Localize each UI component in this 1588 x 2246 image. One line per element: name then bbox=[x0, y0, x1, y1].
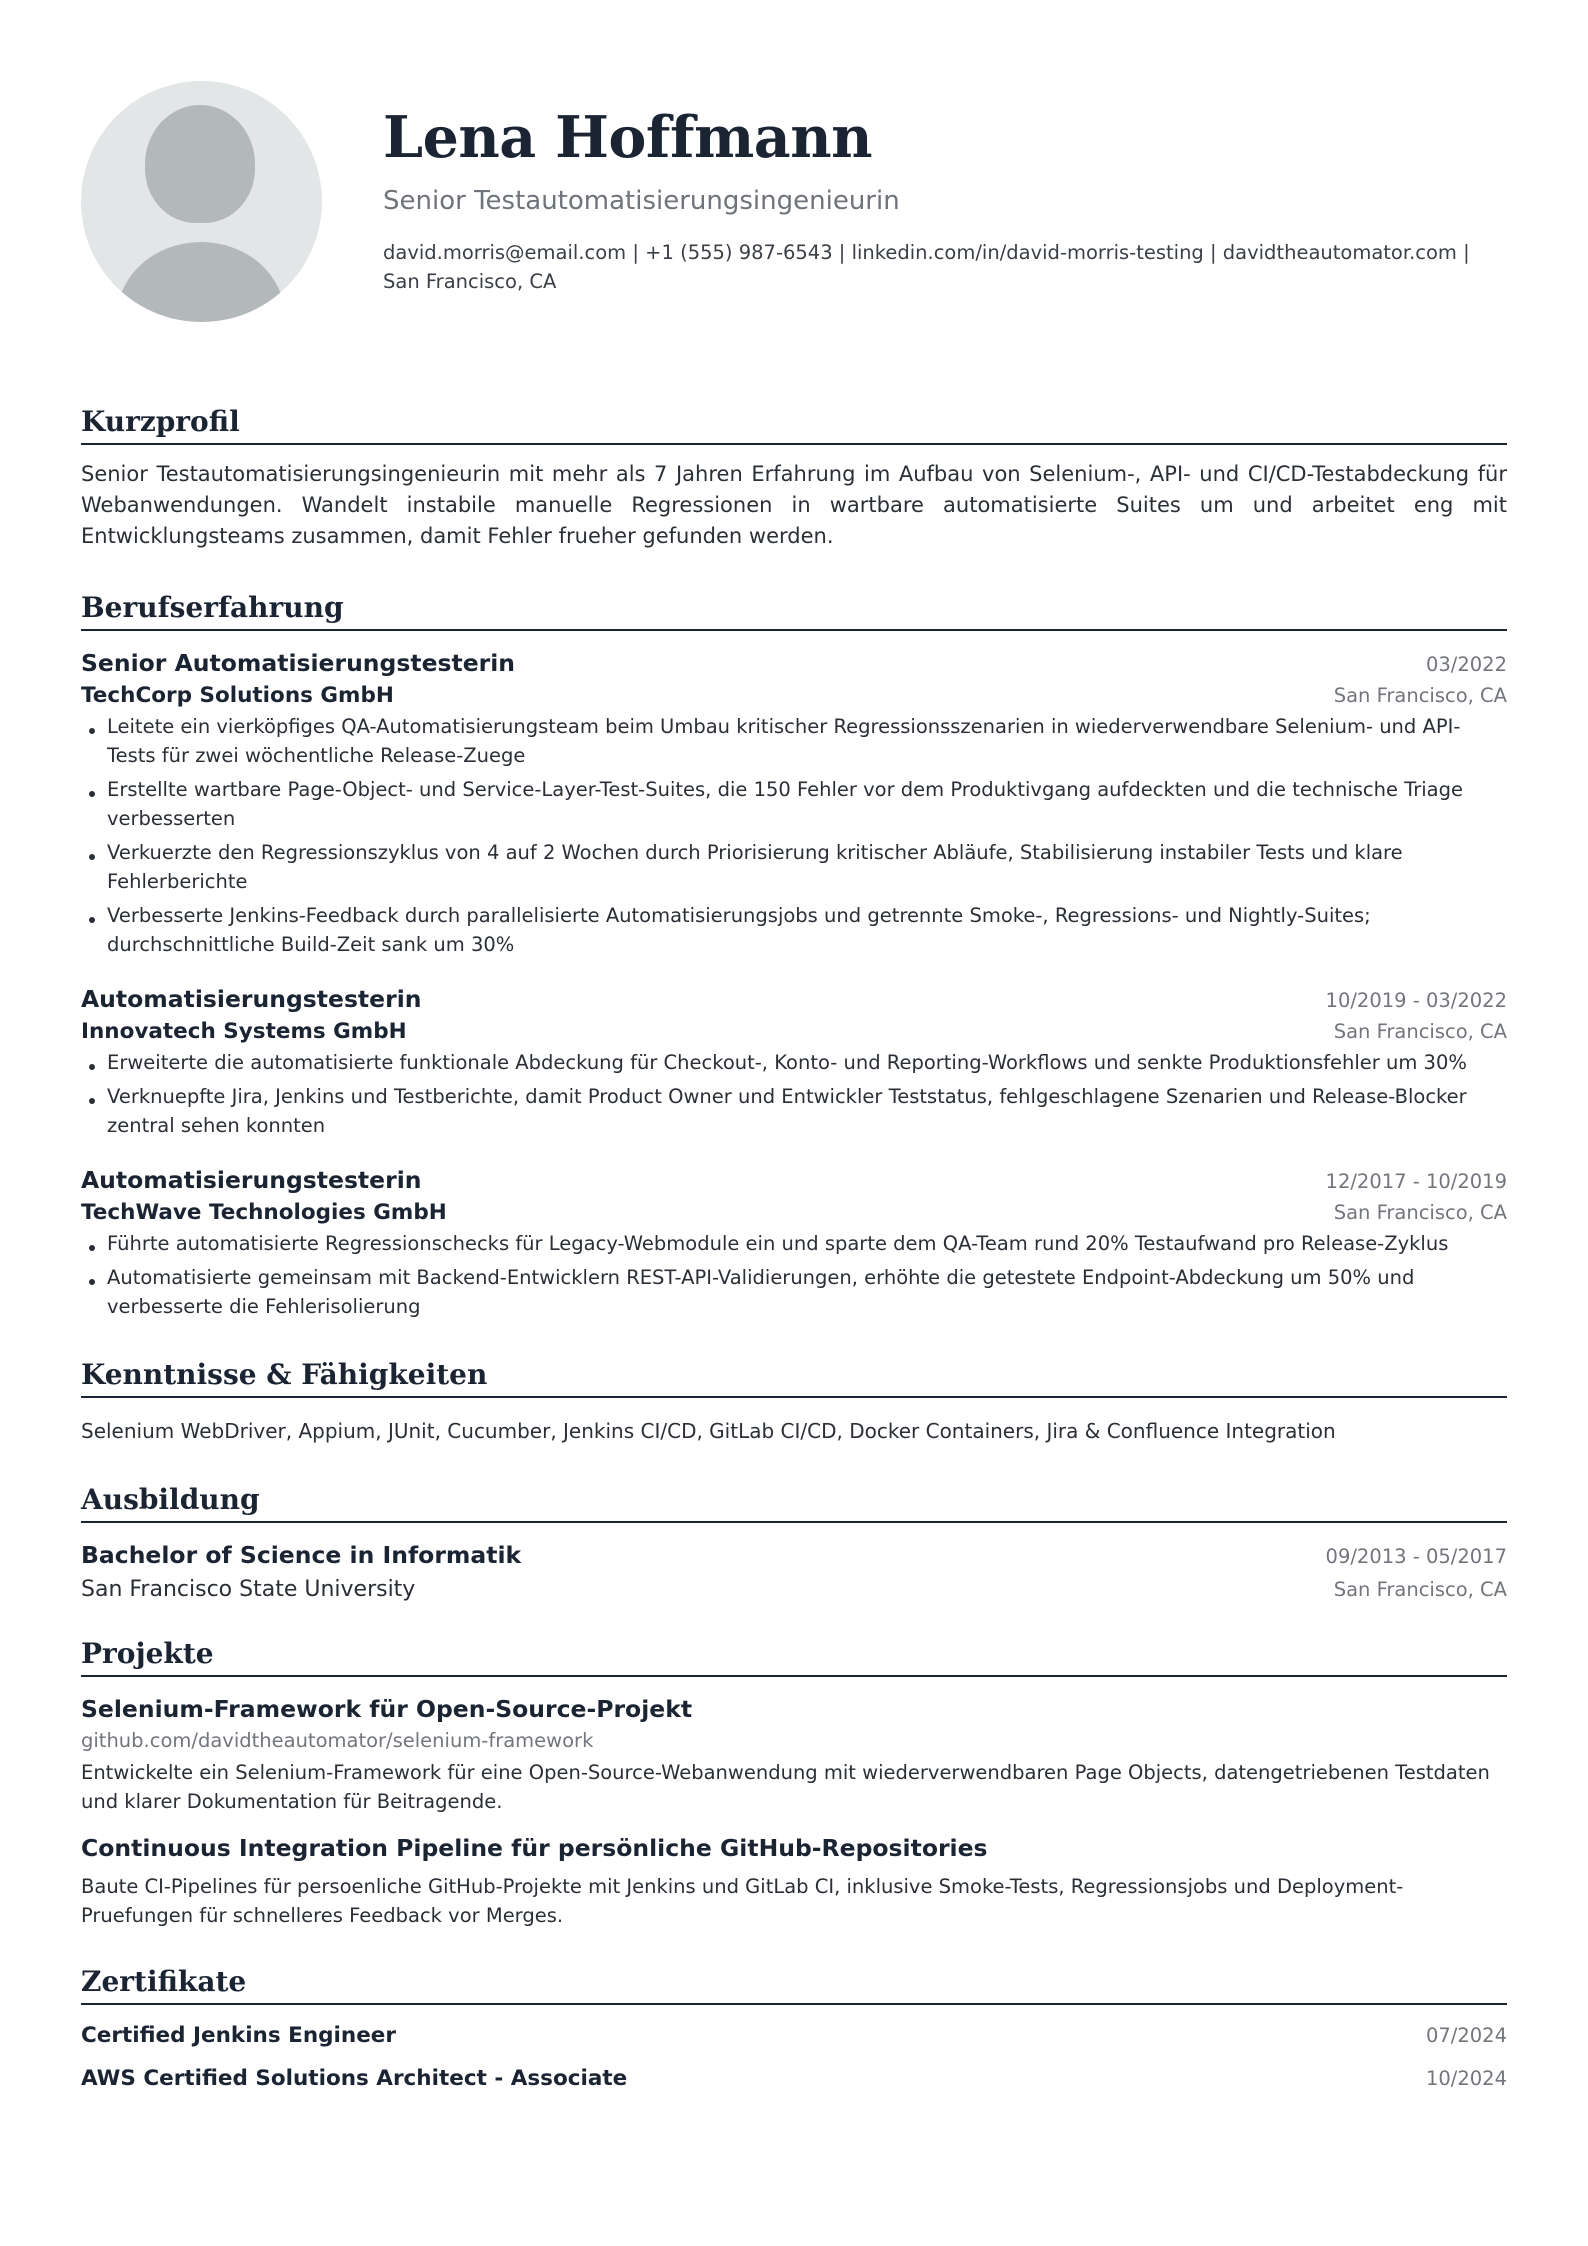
avatar-shoulders-shape bbox=[117, 242, 285, 322]
education-location: San Francisco, CA bbox=[1333, 1578, 1507, 1601]
job-bullets bbox=[81, 1229, 1507, 1321]
candidate-title: Senior Testautomatisierungsingenieurin bbox=[383, 186, 900, 217]
skills-section bbox=[81, 1357, 1507, 1446]
project-title: Selenium-Framework für Open-Source-Projekt bbox=[81, 1695, 693, 1723]
job-bullet: Verbesserte Jenkins-Feedback durch parallelisierte Automatisierungsjobs und getrennte Smoke-, Regressions- und Nightly-Suites; durchschnittliche Build-Zeit sank um 30% bbox=[81, 901, 1507, 959]
job-entry bbox=[81, 985, 1507, 1140]
job-bullets bbox=[81, 1048, 1507, 1140]
section-title-summary: Kurzprofil bbox=[81, 404, 1507, 445]
certificate-name: AWS Certified Solutions Architect - Associate bbox=[81, 2066, 628, 2091]
section-title-certificates: Zertifikate bbox=[81, 1964, 1507, 2005]
project-description: Baute CI-Pipelines für persoenliche GitHub-Projekte mit Jenkins und GitLab CI, inklusive Smoke-Tests, Regressionsjobs und Deployment-Pruefungen für schnelleres Feedback vor Merges. bbox=[81, 1875, 1404, 1927]
section-title-skills: Kenntnisse & Fähigkeiten bbox=[81, 1357, 1507, 1398]
job-location: San Francisco, CA bbox=[1333, 1020, 1507, 1043]
job-entry bbox=[81, 1166, 1507, 1321]
certificates-section bbox=[81, 1964, 1507, 2091]
project-entry bbox=[81, 1695, 1507, 1816]
project-title: Continuous Integration Pipeline für persönliche GitHub-Repositories bbox=[81, 1834, 988, 1862]
section-title-projects: Projekte bbox=[81, 1636, 1507, 1677]
job-role: Automatisierungstesterin bbox=[81, 985, 422, 1013]
job-bullet: Erstellte wartbare Page-Object- und Service-Layer-Test-Suites, die 150 Fehler vor dem Produktivgang aufdeckten und die technische Triage verbesserten bbox=[81, 775, 1507, 833]
certificate-entry bbox=[81, 2023, 1507, 2048]
experience-section bbox=[81, 590, 1507, 1321]
job-role: Senior Automatisierungstesterin bbox=[81, 649, 516, 677]
job-location: San Francisco, CA bbox=[1333, 684, 1507, 707]
job-date: 03/2022 bbox=[1425, 653, 1507, 676]
contact-line: david.morris@email.com | +1 (555) 987-6543 | linkedin.com/in/david-morris-testing | davidtheautomator.com | San Francisco, CA bbox=[383, 240, 1470, 293]
job-company: TechWave Technologies GmbH bbox=[81, 1200, 447, 1225]
education-date: 09/2013 - 05/2017 bbox=[1325, 1545, 1507, 1568]
certificate-date: 07/2024 bbox=[1425, 2024, 1507, 2047]
project-description: Entwickelte ein Selenium-Framework für eine Open-Source-Webanwendung mit wiederverwendbaren Page Objects, datengetriebenen Testdaten und klarer Dokumentation für Beitragende. bbox=[81, 1761, 1490, 1813]
certificate-date: 10/2024 bbox=[1425, 2067, 1507, 2090]
job-company: TechCorp Solutions GmbH bbox=[81, 683, 394, 708]
section-title-experience: Berufserfahrung bbox=[81, 590, 1507, 631]
job-entry bbox=[81, 649, 1507, 959]
job-bullets bbox=[81, 712, 1507, 959]
project-entry bbox=[81, 1834, 1507, 1930]
job-date: 12/2017 - 10/2019 bbox=[1325, 1170, 1507, 1193]
candidate-name: Lena Hoffmann bbox=[383, 104, 873, 171]
project-link[interactable]: github.com/davidtheautomator/selenium-framework bbox=[81, 1729, 594, 1752]
projects-section bbox=[81, 1636, 1507, 1930]
job-date: 10/2019 - 03/2022 bbox=[1325, 989, 1507, 1012]
avatar bbox=[81, 81, 322, 322]
job-bullet: Erweiterte die automatisierte funktionale Abdeckung für Checkout-, Konto- und Reporting-Workflows und senkte Produktionsfehler um 30% bbox=[81, 1048, 1507, 1077]
education-section bbox=[81, 1482, 1507, 1602]
resume-header bbox=[81, 0, 1507, 322]
job-bullet: Verknuepfte Jira, Jenkins und Testberichte, damit Product Owner und Entwickler Teststatus, fehlgeschlagene Szenarien und Release-Blocker zentral sehen konnten bbox=[81, 1082, 1507, 1140]
job-role: Automatisierungstesterin bbox=[81, 1166, 422, 1194]
job-bullet: Verkuerzte den Regressionszyklus von 4 auf 2 Wochen durch Priorisierung kritischer Abläufe, Stabilisierung instabiler Tests und klare Fehlerberichte bbox=[81, 838, 1507, 896]
avatar-head-shape bbox=[145, 105, 255, 223]
certificate-entry bbox=[81, 2066, 1507, 2091]
summary-text: Senior Testautomatisierungsingenieurin mit mehr als 7 Jahren Erfahrung im Aufbau von Selenium-, API- und CI/CD-Testabdeckung für Webanwendungen. Wandelt instabile manuelle Regressionen in wartbare automatisierte Suites um und arbeitet eng mit Entwicklungsteams zusammen, damit Fehler frueher gefunden werden. bbox=[81, 462, 1507, 548]
summary-section bbox=[81, 404, 1507, 552]
certificate-name: Certified Jenkins Engineer bbox=[81, 2023, 396, 2048]
header-text bbox=[383, 104, 1503, 296]
section-title-education: Ausbildung bbox=[81, 1482, 1507, 1523]
skills-text: Selenium WebDriver, Appium, JUnit, Cucumber, Jenkins CI/CD, GitLab CI/CD, Docker Containers, Jira & Confluence Integration bbox=[81, 1419, 1336, 1443]
job-location: San Francisco, CA bbox=[1333, 1201, 1507, 1224]
education-degree: Bachelor of Science in Informatik bbox=[81, 1541, 522, 1569]
job-company: Innovatech Systems GmbH bbox=[81, 1019, 407, 1044]
job-bullet: Leitete ein vierköpfiges QA-Automatisierungsteam beim Umbau kritischer Regressionsszenarien in wiederverwendbare Selenium- und API-Tests für zwei wöchentliche Release-Zuege bbox=[81, 712, 1507, 770]
education-school: San Francisco State University bbox=[81, 1577, 416, 1602]
job-bullet: Automatisierte gemeinsam mit Backend-Entwicklern REST-API-Validierungen, erhöhte die getestete Endpoint-Abdeckung um 50% und verbesserte die Fehlerisolierung bbox=[81, 1263, 1507, 1321]
job-bullet: Führte automatisierte Regressionschecks für Legacy-Webmodule ein und sparte dem QA-Team rund 20% Testaufwand pro Release-Zyklus bbox=[81, 1229, 1507, 1258]
